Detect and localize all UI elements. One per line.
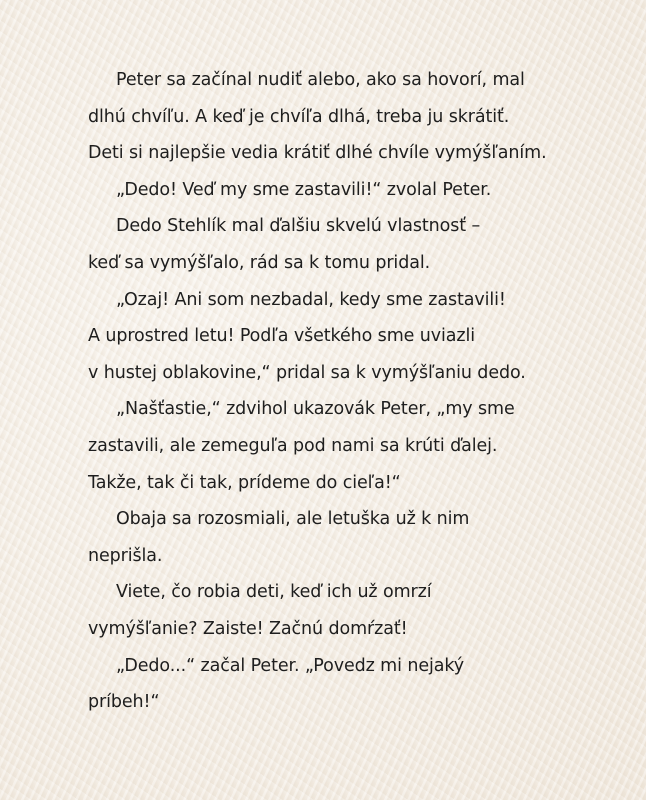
text-line: vymýšľanie? Zaiste! Začnú domŕzať! <box>88 618 408 639</box>
text-line: neprišla. <box>88 545 163 566</box>
text-line: „Dedo! Veď my sme zastavili!“ zvolal Peter. <box>116 179 492 200</box>
text-line: v hustej oblakovine,“ pridal sa k vymýšľaniu dedo. <box>88 362 526 383</box>
text-line: „Našťastie,“ zdvihol ukazovák Peter, „my sme <box>116 399 515 420</box>
text-line: „Dedo...“ začal Peter. „Povedz mi nejaký <box>116 655 465 676</box>
text-line: keď sa vymýšľalo, rád sa k tomu pridal. <box>88 252 431 273</box>
text-line: Dedo Stehlík mal ďalšiu skvelú vlastnosť – <box>116 216 481 237</box>
text-line: dlhú chvíľu. A keď je chvíľa dlhá, treba ju skrátiť. <box>88 106 510 127</box>
text-line: príbeh!“ <box>88 692 160 713</box>
story-text <box>88 62 628 721</box>
text-line: A uprostred letu! Podľa všetkého sme uviazli <box>88 326 476 347</box>
text-line: „Ozaj! Ani som nezbadal, kedy sme zastavili! <box>116 289 506 310</box>
text-line: zastavili, ale zemeguľa pod nami sa krúti ďalej. <box>88 435 498 456</box>
text-line: Obaja sa rozosmiali, ale letuška už k nim <box>116 509 470 530</box>
text-line: Viete, čo robia deti, keď ich už omrzí <box>116 582 432 603</box>
text-line: Takže, tak či tak, prídeme do cieľa!“ <box>88 472 401 493</box>
text-line: Deti si najlepšie vedia krátiť dlhé chvíle vymýšľaním. <box>88 143 547 164</box>
text-line: Peter sa začínal nudiť alebo, ako sa hovorí, mal <box>116 70 525 90</box>
